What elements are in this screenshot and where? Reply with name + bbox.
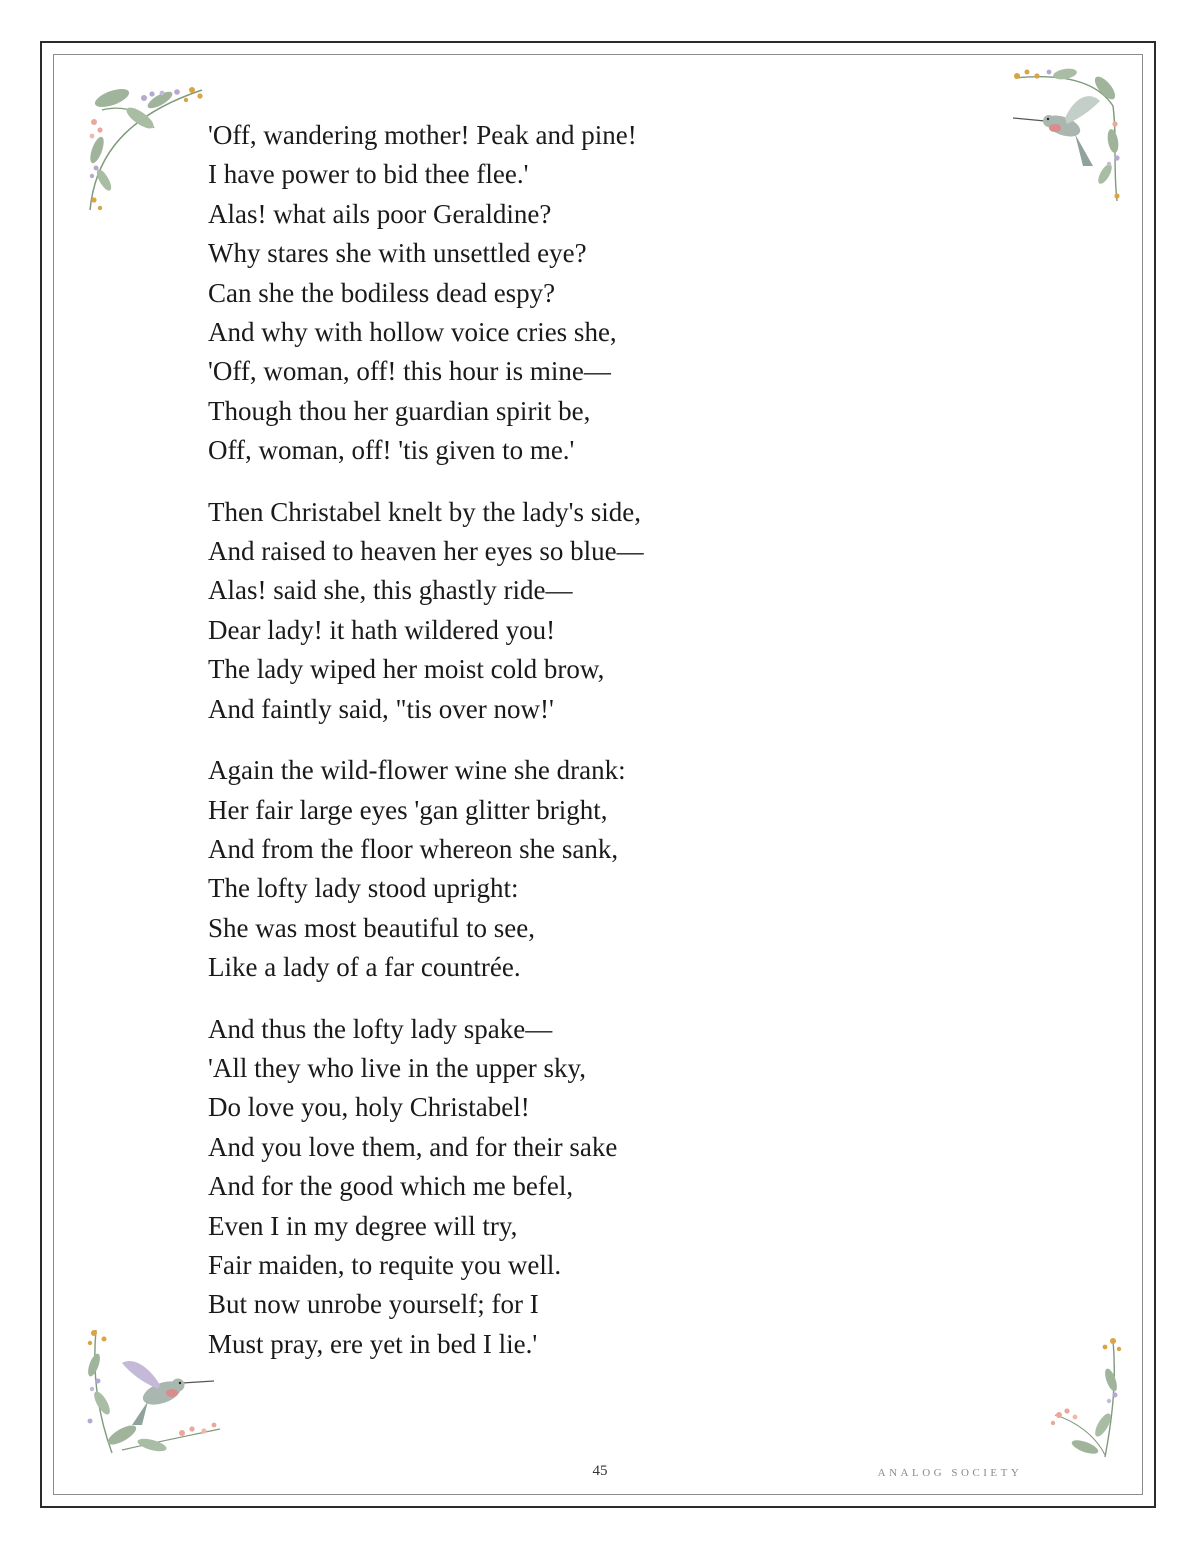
- poem-line: The lady wiped her moist cold brow,: [208, 654, 605, 685]
- floral-corner-bottom-right-icon: [1045, 1335, 1125, 1460]
- poem-line: But now unrobe yourself; for I: [208, 1289, 539, 1320]
- poem-line: Her fair large eyes 'gan glitter bright,: [208, 794, 608, 825]
- floral-corner-top-left-icon: [82, 80, 212, 220]
- poem-line: She was most beautiful to see,: [208, 912, 535, 943]
- poem-line: 'All they who live in the upper sky,: [208, 1052, 587, 1083]
- poem-line: The lofty lady stood upright:: [208, 873, 519, 904]
- poem-line: And from the floor whereon she sank,: [208, 833, 619, 864]
- poem-line: Dear lady! it hath wildered you!: [208, 614, 556, 645]
- hummingbird-corner-top-right-icon: [1005, 66, 1125, 206]
- page-number: 45: [592, 1463, 608, 1479]
- poem-line: And raised to heaven her eyes so blue—: [208, 536, 644, 567]
- poem-line: Must pray, ere yet in bed I lie.': [208, 1328, 538, 1359]
- poem-line: Alas! what ails poor Geraldine?: [208, 198, 552, 229]
- poem-line: Even I in my degree will try,: [208, 1210, 518, 1241]
- stanza: [208, 1010, 968, 1365]
- hummingbird-corner-bottom-left-icon: [82, 1325, 222, 1460]
- poem-line: Off, woman, off! 'tis given to me.': [208, 435, 575, 466]
- stanza: [208, 493, 968, 729]
- poem-line: And you love them, and for their sake: [208, 1131, 618, 1162]
- poem-line: Fair maiden, to requite you well.: [208, 1249, 562, 1280]
- poem-line: Alas! said she, this ghastly ride—: [208, 575, 573, 606]
- poem-line: Do love you, holy Christabel!: [208, 1092, 530, 1123]
- stanza: [208, 116, 968, 471]
- poem-body: [208, 116, 968, 1386]
- poem-line: Can she the bodiless dead espy?: [208, 277, 556, 308]
- poem-line: Like a lady of a far countrée.: [208, 952, 521, 983]
- poem-line: And faintly said, "tis over now!': [208, 693, 554, 724]
- poem-line: Though thou her guardian spirit be,: [208, 395, 591, 426]
- poem-line: 'Off, wandering mother! Peak and pine!: [208, 120, 637, 150]
- poem-line: I have power to bid thee flee.': [208, 159, 529, 190]
- poem-line: Then Christabel knelt by the lady's side,: [208, 496, 642, 527]
- stanza: [208, 751, 968, 987]
- poem-line: 'Off, woman, off! this hour is mine—: [208, 356, 611, 387]
- poem-line: Again the wild-flower wine she drank:: [208, 755, 626, 786]
- footer-brand: ANALOG SOCIETY: [877, 1467, 1023, 1479]
- poem-line: And why with hollow voice cries she,: [208, 317, 617, 348]
- poem-line: Why stares she with unsettled eye?: [208, 238, 587, 269]
- poem-line: And for the good which me befel,: [208, 1171, 574, 1202]
- poem-line: And thus the lofty lady spake—: [208, 1013, 553, 1044]
